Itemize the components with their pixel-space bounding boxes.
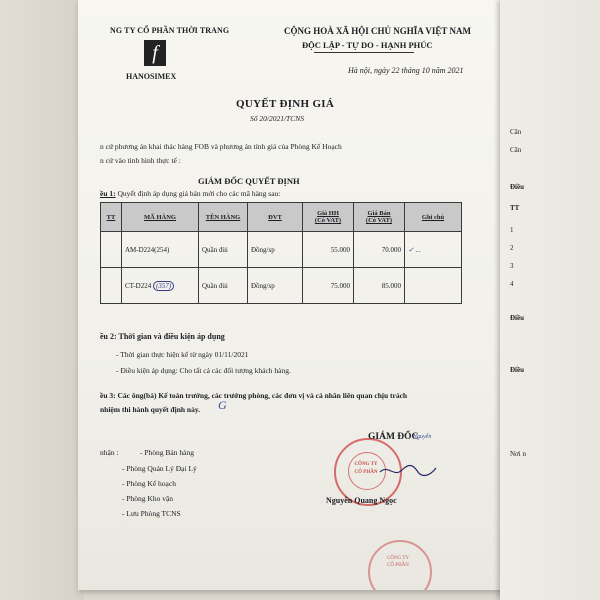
article-2-time: - Thời gian thực hiện kể từ ngày 01/11/2021: [116, 350, 249, 359]
col-cost: [303, 203, 354, 232]
cell-code-text: CT-D224: [125, 281, 152, 290]
page2-line: Căn: [510, 146, 522, 154]
cell-note: [405, 268, 462, 304]
article-2: ều 2: Thời gian và điều kiện áp dụng: [100, 332, 225, 341]
document-number: Số 20/2021/TCNS: [250, 114, 304, 123]
col-unit: ĐVT: [248, 203, 303, 232]
col-note: Ghi chú: [405, 203, 462, 232]
seal-lower-text-1: CÔNG TY: [387, 556, 409, 561]
col-tt: TT: [101, 203, 122, 232]
cell-name: Quần đùi: [199, 268, 248, 304]
basis-line-1: n cứ phương án khai thác hàng FOB và phương án tính giá của Phòng Kế Hoạch: [100, 142, 342, 151]
table-header-row: [101, 203, 462, 232]
recipient-item: - Lưu Phòng TCNS: [122, 509, 181, 518]
director-note: Nguyễn: [413, 434, 432, 440]
cell-code: AM-D224(254): [122, 232, 199, 268]
wall-background: [0, 0, 84, 600]
page2-line: 3: [510, 262, 514, 270]
recipient-item: - Phòng Quản Lý Đại Lý: [122, 464, 197, 473]
col-price-label: Giá Bán: [367, 210, 391, 217]
page2-line: 4: [510, 280, 514, 288]
second-document: [500, 0, 600, 600]
dateline: Hà nội, ngày 22 tháng 10 năm 2021: [348, 66, 464, 75]
col-cost-sub: (Có VAT): [314, 217, 342, 224]
motto-underline: [314, 52, 414, 53]
cell-note: ✓ ...: [405, 232, 462, 268]
col-price: [354, 203, 405, 232]
page2-line: Điều: [510, 183, 524, 191]
cell-code-note: (357): [153, 281, 174, 291]
page2-line: 2: [510, 244, 514, 252]
decision-document: [78, 0, 503, 590]
cell-price: 70.000: [354, 232, 405, 268]
page2-line: Điều: [510, 314, 524, 322]
logo-name: HANOSIMEX: [126, 72, 177, 81]
seal-lower-text-2: CỔ PHẦN: [387, 563, 409, 568]
cell-cost: 75.000: [303, 268, 354, 304]
logo-icon: f: [144, 40, 166, 66]
cell-tt: [101, 268, 122, 304]
cell-cost: 55.000: [303, 232, 354, 268]
cell-tt: [101, 232, 122, 268]
page2-line: Nơi n: [510, 450, 526, 458]
article-1-label: ều 1:: [100, 189, 116, 198]
recipient-item: - Phòng Bán hàng: [140, 448, 194, 457]
motto: ĐỘC LẬP - TỰ DO - HẠNH PHÚC: [302, 40, 433, 50]
article-3-cont: nhiệm thi hành quyết định này.: [100, 405, 201, 414]
signer-name: Nguyễn Quang Ngọc: [326, 496, 397, 505]
recipient-item: - Phòng Kế hoạch: [122, 479, 176, 488]
cell-code: [122, 268, 199, 304]
director-decides-heading: GIÁM ĐỐC QUYẾT ĐỊNH: [198, 176, 300, 186]
director-title: GIÁM ĐỐC: [368, 432, 419, 442]
col-price-sub: (Có VAT): [365, 217, 393, 224]
handwritten-initials: G: [218, 398, 227, 412]
document-title: QUYẾT ĐỊNH GIÁ: [236, 98, 335, 110]
col-name: TÊN HÀNG: [199, 203, 248, 232]
col-code: MÃ HÀNG: [122, 203, 199, 232]
cell-unit: Đồng/sp: [248, 268, 303, 304]
col-cost-label: Giá HH: [317, 210, 339, 217]
seal-text-1: CÔNG TY: [354, 462, 378, 467]
article-3: ều 3: Các ông(bà) Kế toán trưởng, các trưởng phòng, các đơn vị và cá nhân liên quan chịu trách: [100, 391, 408, 400]
page2-line: Căn: [510, 128, 522, 136]
company-name: NG TY CỔ PHẦN THỜI TRANG: [110, 26, 230, 35]
cell-price: 85.000: [354, 268, 405, 304]
table-row: [101, 268, 462, 304]
recipients-label: nhận :: [100, 448, 119, 457]
article-1: [100, 189, 280, 198]
price-table: [100, 202, 462, 304]
cell-unit: Đồng/sp: [248, 232, 303, 268]
recipient-item: - Phòng Kho vận: [122, 494, 174, 503]
page2-line: Điều: [510, 366, 524, 374]
basis-line-2: n cứ vào tình hình thực tế :: [100, 156, 181, 165]
page2-line: 1: [510, 226, 514, 234]
cell-name: Quần đùi: [199, 232, 248, 268]
page2-line: TT: [510, 204, 520, 212]
article-1-text: Quyết định áp dụng giá bán mới cho các mã hàng sau:: [115, 189, 281, 198]
table-row: [101, 232, 462, 268]
nation-title: CỘNG HOÀ XÃ HỘI CHỦ NGHĨA VIỆT NAM: [284, 26, 471, 36]
seal-text-2: CỔ PHẦN: [354, 470, 378, 475]
signature-icon: [378, 462, 438, 480]
article-2-condition: - Điều kiện áp dụng: Cho tất cả các đối tượng khách hàng.: [116, 366, 291, 375]
